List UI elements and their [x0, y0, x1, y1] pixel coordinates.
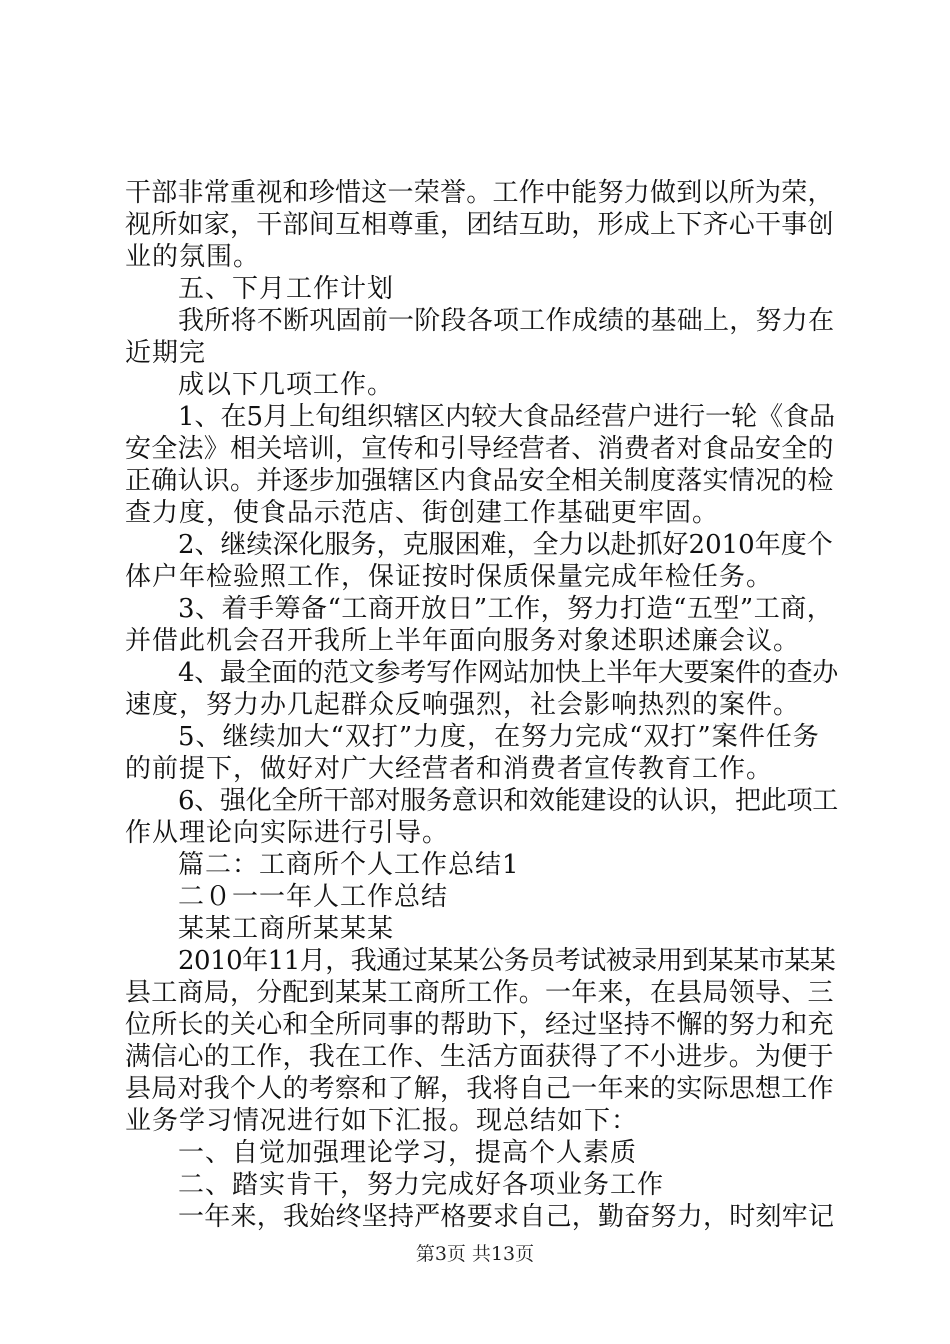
text-line-33: 一年来，我始终坚持严格要求自己，勤奋努力，时刻牢记 [178, 1202, 835, 1232]
author-line: 某某工商所某某某 [178, 914, 395, 944]
text-line-1: 干部非常重视和珍惜这一荣誉。工作中能努力做到以所为荣， [125, 178, 834, 208]
text-line-20: 6、强化全所干部对服务意识和效能建设的认识，把此项工 [178, 786, 839, 816]
text-line-25: 2010年11月，我通过某某公务员考试被录用到某某市某某 [178, 946, 836, 976]
text-line-2: 视所如家，干部间互相尊重，团结互助，形成上下齐心干事创 [125, 210, 834, 240]
text-line-30: 业务学习情况进行如下汇报。现总结如下： [125, 1106, 639, 1136]
text-line-12: 2、继续深化服务，克服困难，全力以赴抓好2010年度个 [178, 530, 833, 560]
text-line-5: 我所将不断巩固前一阶段各项工作成绩的基础上，努力在 [178, 306, 835, 336]
text-line-3: 业的氛围。 [125, 242, 261, 272]
summary-title: 二０一一年人工作总结 [178, 882, 449, 912]
text-line-19: 的前提下，做好对广大经营者和消费者宣传教育工作。 [125, 754, 774, 784]
chapter-heading: 篇二：工商所个人工作总结1 [178, 850, 520, 880]
subsection-heading-1: 一、自觉加强理论学习，提高个人素质 [178, 1138, 638, 1168]
text-line-13: 体户年检验照工作，保证按时保质保量完成年检任务。 [125, 562, 774, 592]
page-footer: 第3页 共13页 [415, 1243, 535, 1265]
text-line-6: 近期完 [125, 338, 207, 368]
text-line-29: 县局对我个人的考察和了解，我将自己一年来的实际思想工作 [125, 1074, 834, 1104]
text-line-27: 位所长的关心和全所同事的帮助下，经过坚持不懈的努力和充 [125, 1010, 834, 1040]
text-line-10: 正确认识。并逐步加强辖区内食品安全相关制度落实情况的检 [125, 466, 834, 496]
text-line-9: 安全法》相关培训，宣传和引导经营者、消费者对食品安全的 [125, 434, 834, 464]
text-line-7: 成以下几项工作。 [178, 370, 395, 400]
text-line-15: 并借此机会召开我所上半年面向服务对象述职述廉会议。 [125, 626, 801, 656]
text-line-17: 速度，努力办几起群众反响强烈，社会影响热烈的案件。 [125, 690, 801, 720]
text-line-18: 5、继续加大“双打”力度，在努力完成“双打”案件任务 [178, 722, 820, 752]
text-line-14: 3、着手筹备“工商开放日”工作，努力打造“五型”工商， [178, 594, 834, 624]
text-line-26: 县工商局，分配到某某工商所工作。一年来，在县局领导、三 [125, 978, 834, 1008]
section-heading: 五、下月工作计划 [178, 274, 395, 304]
text-line-11: 查力度，使食品示范店、街创建工作基础更牢固。 [125, 498, 720, 528]
subsection-heading-2: 二、踏实肯干，努力完成好各项业务工作 [178, 1170, 665, 1200]
text-line-8: 1、在5月上旬组织辖区内较大食品经营户进行一轮《食品 [178, 402, 836, 432]
text-line-16: 4、最全面的范文参考写作网站加快上半年大要案件的查办 [178, 658, 839, 688]
text-line-21: 作从理论向实际进行引导。 [125, 818, 450, 848]
text-line-28: 满信心的工作，我在工作、生活方面获得了不小进步。为便于 [125, 1042, 834, 1072]
